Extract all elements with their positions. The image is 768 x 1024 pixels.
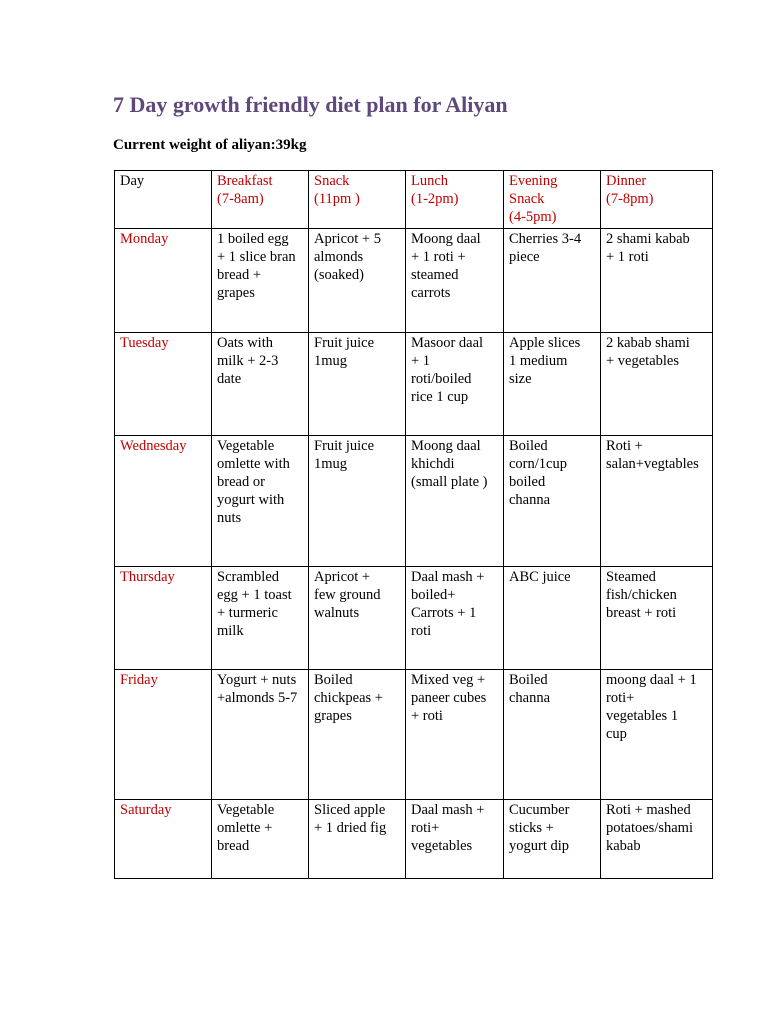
breakfast-cell: Vegetable omlette + bread xyxy=(212,800,309,879)
lunch-cell: Moong daal khichdi (small plate ) xyxy=(406,436,504,567)
table-row-monday xyxy=(115,229,713,333)
table-row-saturday xyxy=(115,800,713,879)
lunch-cell: Masoor daal + 1 roti/boiled rice 1 cup xyxy=(406,333,504,436)
snack-cell: Fruit juice 1mug xyxy=(309,333,406,436)
current-weight-line: Current weight of aliyan:39kg xyxy=(113,137,307,153)
document-title: 7 Day growth friendly diet plan for Aliyan xyxy=(113,92,508,117)
snack-cell: Sliced apple + 1 dried fig xyxy=(309,800,406,879)
snack-cell: Apricot + 5 almonds (soaked) xyxy=(309,229,406,333)
breakfast-cell: 1 boiled egg + 1 slice bran bread + grapes xyxy=(212,229,309,333)
dinner-cell: 2 shami kabab + 1 roti xyxy=(601,229,713,333)
breakfast-cell: Vegetable omlette with bread or yogurt with nuts xyxy=(212,436,309,567)
lunch-cell: Moong daal + 1 roti + steamed carrots xyxy=(406,229,504,333)
dinner-cell: Roti + mashed potatoes/shami kabab xyxy=(601,800,713,879)
day-cell: Saturday xyxy=(115,800,212,879)
table-row-thursday xyxy=(115,567,713,670)
day-cell: Wednesday xyxy=(115,436,212,567)
evening-snack-cell: Cucumber sticks + yogurt dip xyxy=(504,800,601,879)
day-cell: Friday xyxy=(115,670,212,800)
day-cell: Tuesday xyxy=(115,333,212,436)
breakfast-cell: Scrambled egg + 1 toast + turmeric milk xyxy=(212,567,309,670)
table-row-friday xyxy=(115,670,713,800)
dinner-cell: moong daal + 1 roti+ vegetables 1 cup xyxy=(601,670,713,800)
header-evening-snack: Evening Snack (4-5pm) xyxy=(504,171,601,229)
breakfast-cell: Yogurt + nuts +almonds 5-7 xyxy=(212,670,309,800)
evening-snack-cell: ABC juice xyxy=(504,567,601,670)
snack-cell: Boiled chickpeas + grapes xyxy=(309,670,406,800)
breakfast-cell: Oats with milk + 2-3 date xyxy=(212,333,309,436)
lunch-cell: Daal mash + boiled+ Carrots + 1 roti xyxy=(406,567,504,670)
header-day: Day xyxy=(115,171,212,229)
header-breakfast: Breakfast (7-8am) xyxy=(212,171,309,229)
lunch-cell: Daal mash + roti+ vegetables xyxy=(406,800,504,879)
dinner-cell: Roti + salan+vegtables xyxy=(601,436,713,567)
dinner-cell: Steamed fish/chicken breast + roti xyxy=(601,567,713,670)
header-dinner: Dinner (7-8pm) xyxy=(601,171,713,229)
diet-plan-table xyxy=(114,170,713,879)
evening-snack-cell: Cherries 3-4 piece xyxy=(504,229,601,333)
evening-snack-cell: Boiled corn/1cup boiled channa xyxy=(504,436,601,567)
table-row-wednesday xyxy=(115,436,713,567)
day-cell: Thursday xyxy=(115,567,212,670)
header-snack: Snack (11pm ) xyxy=(309,171,406,229)
snack-cell: Apricot + few ground walnuts xyxy=(309,567,406,670)
snack-cell: Fruit juice 1mug xyxy=(309,436,406,567)
table-row-tuesday xyxy=(115,333,713,436)
dinner-cell: 2 kabab shami + vegetables xyxy=(601,333,713,436)
evening-snack-cell: Apple slices 1 medium size xyxy=(504,333,601,436)
header-lunch: Lunch (1-2pm) xyxy=(406,171,504,229)
evening-snack-cell: Boiled channa xyxy=(504,670,601,800)
day-cell: Monday xyxy=(115,229,212,333)
lunch-cell: Mixed veg + paneer cubes + roti xyxy=(406,670,504,800)
table-header-row xyxy=(115,171,713,229)
